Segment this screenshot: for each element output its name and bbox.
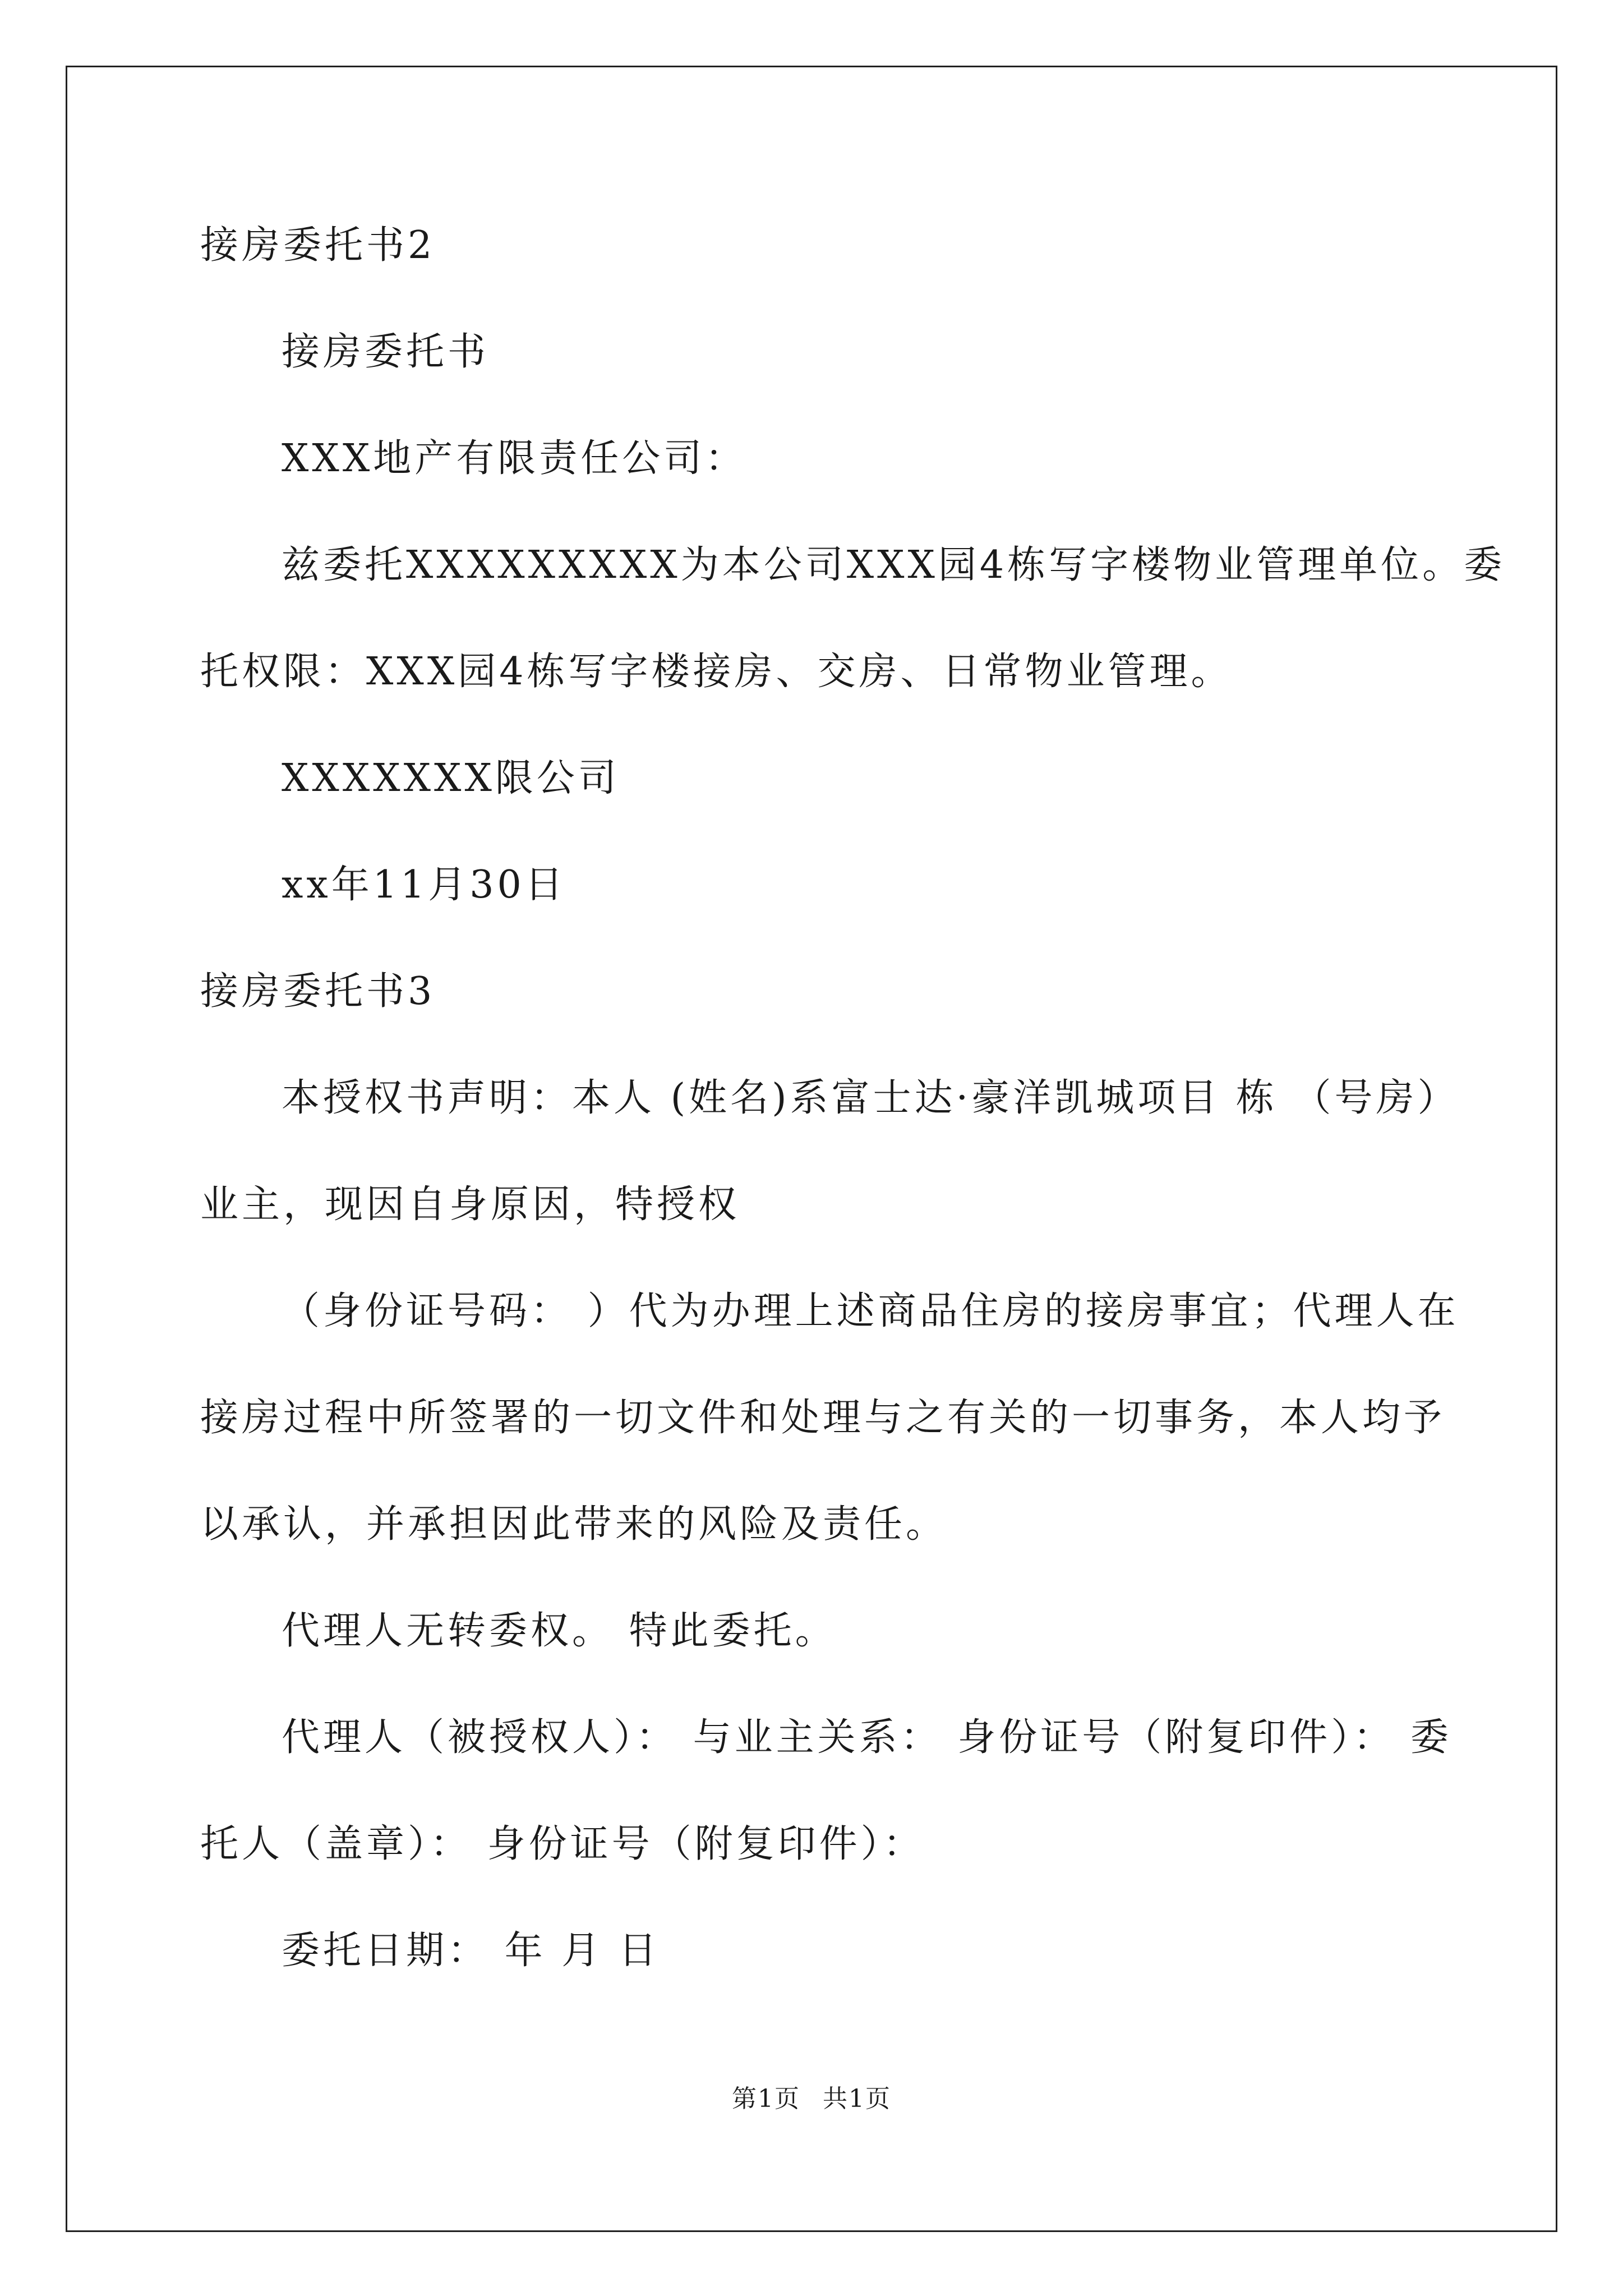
paragraph-line: 代理人无转委权。 特此委托。 (282, 1609, 837, 1653)
page-number-current: 第1页 (732, 2085, 800, 2113)
paragraph-line: 托权限：XXX园4栋写字楼接房、交房、日常物业管理。 (200, 650, 1233, 694)
section-title-2: 接房委托书2 (200, 223, 436, 268)
signature-date: xx年11月30日 (282, 863, 566, 907)
paragraph-line: （身份证号码： ）代为办理上述商品住房的接房事宜；代理人在 (282, 1289, 1459, 1333)
paragraph-line: 托人（盖章）： 身份证号（附复印件）： (200, 1822, 925, 1866)
paragraph-line: 以承认，并承担因此带来的风险及责任。 (200, 1502, 948, 1547)
addressee: XXX地产有限责任公司： (282, 436, 747, 481)
paragraph-line: 兹委托XXXXXXXXX为本公司XXX园4栋写字楼物业管理单位。委 (282, 543, 1506, 587)
paragraph-line: 代理人（被授权人）： 与业主关系： 身份证号（附复印件）： 委 (282, 1715, 1452, 1760)
paragraph-line: 业主，现因自身原因，特授权 (200, 1182, 740, 1227)
heading-entrust-letter: 接房委托书 (282, 330, 490, 374)
paragraph-line: 本授权书声明：本人 (姓名)系富士达·豪洋凯城项目 栋 （号房） (282, 1076, 1459, 1120)
page-border (66, 66, 1557, 2232)
page-number-total: 共1页 (823, 2085, 891, 2113)
paragraph-line: 接房过程中所签署的一切文件和处理与之有关的一切事务，本人均予 (200, 1396, 1446, 1440)
section-title-3: 接房委托书3 (200, 969, 436, 1014)
entrust-date-line: 委托日期： 年 月 日 (282, 1929, 660, 1973)
signature-company: XXXXXXX限公司 (282, 756, 620, 800)
page-footer (0, 2082, 1623, 2116)
